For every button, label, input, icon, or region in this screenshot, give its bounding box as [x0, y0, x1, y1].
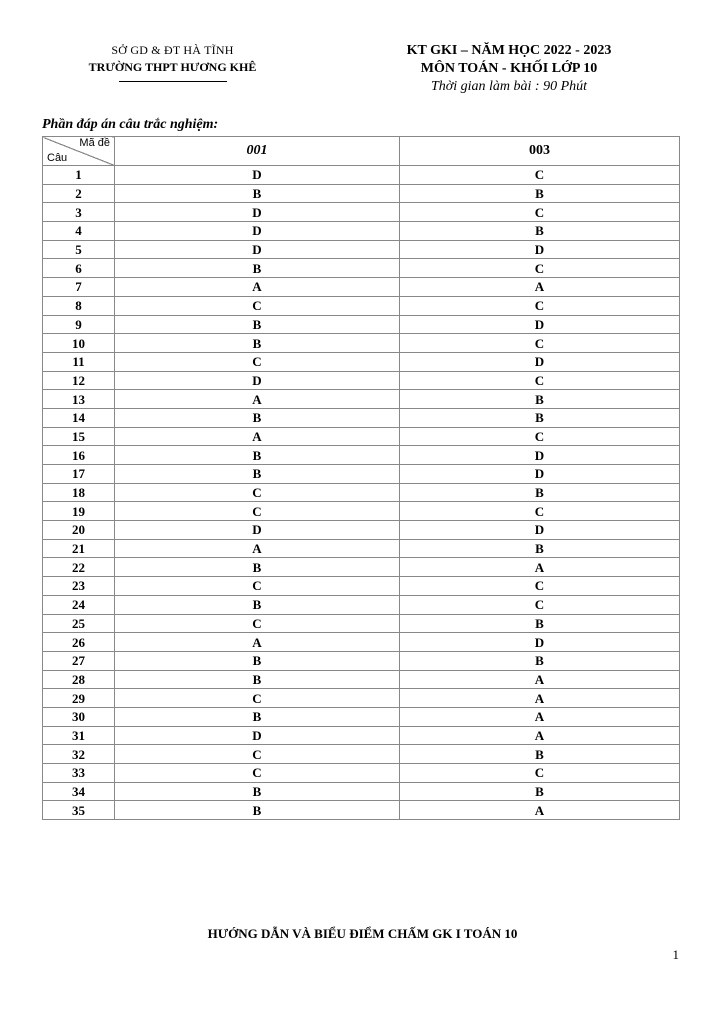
table-row — [43, 689, 680, 708]
table-row — [43, 726, 680, 745]
code-header: 001 — [115, 137, 400, 166]
question-number: 14 — [43, 408, 115, 427]
question-number: 24 — [43, 595, 115, 614]
answer-code-001: C — [115, 577, 400, 596]
answer-code-003: C — [400, 502, 680, 521]
table-row — [43, 315, 680, 334]
answer-code-001: B — [115, 259, 400, 278]
table-row — [43, 166, 680, 185]
answer-code-001: B — [115, 408, 400, 427]
question-number: 3 — [43, 203, 115, 222]
answer-code-001: B — [115, 334, 400, 353]
corner-label-question: Câu — [47, 152, 68, 164]
header-left — [60, 42, 285, 82]
answer-code-001: C — [115, 483, 400, 502]
table-row — [43, 465, 680, 484]
answer-table-body — [43, 166, 680, 820]
answer-code-003: D — [400, 521, 680, 540]
answer-code-003: B — [400, 745, 680, 764]
answer-code-003: D — [400, 352, 680, 371]
question-number: 5 — [43, 240, 115, 259]
answer-code-003: C — [400, 577, 680, 596]
answer-code-001: B — [115, 465, 400, 484]
answer-code-003: C — [400, 427, 680, 446]
answer-code-001: A — [115, 390, 400, 409]
table-row — [43, 222, 680, 241]
answer-code-003: A — [400, 689, 680, 708]
answer-code-003: A — [400, 707, 680, 726]
table-row — [43, 521, 680, 540]
answer-code-001: C — [115, 689, 400, 708]
answer-code-003: A — [400, 278, 680, 297]
question-number: 25 — [43, 614, 115, 633]
corner-label-code: Mã đề — [79, 137, 110, 149]
question-number: 22 — [43, 558, 115, 577]
department-name: SỞ GD & ĐT HÀ TĨNH — [111, 43, 234, 57]
exam-duration: Thời gian làm bài : 90 Phút — [430, 79, 588, 94]
answer-code-003: A — [400, 670, 680, 689]
question-number: 18 — [43, 483, 115, 502]
question-number: 9 — [43, 315, 115, 334]
answer-code-003: B — [400, 651, 680, 670]
table-row — [43, 427, 680, 446]
table-row — [43, 390, 680, 409]
answer-code-003: B — [400, 782, 680, 801]
answer-code-001: A — [115, 633, 400, 652]
table-row — [43, 801, 680, 820]
answer-code-003: C — [400, 334, 680, 353]
answer-code-001: C — [115, 296, 400, 315]
answer-code-003: C — [400, 595, 680, 614]
table-row — [43, 577, 680, 596]
table-row — [43, 782, 680, 801]
question-number: 30 — [43, 707, 115, 726]
table-row — [43, 707, 680, 726]
answer-code-001: D — [115, 371, 400, 390]
table-row — [43, 614, 680, 633]
table-row — [43, 446, 680, 465]
question-number: 13 — [43, 390, 115, 409]
question-number: 33 — [43, 764, 115, 783]
table-row — [43, 633, 680, 652]
answer-code-001: D — [115, 240, 400, 259]
table-row — [43, 278, 680, 297]
answer-code-003: B — [400, 539, 680, 558]
table-row — [43, 670, 680, 689]
question-number: 32 — [43, 745, 115, 764]
answer-code-001: B — [115, 801, 400, 820]
question-number: 11 — [43, 352, 115, 371]
question-number: 28 — [43, 670, 115, 689]
answer-code-001: C — [115, 502, 400, 521]
answer-table — [42, 136, 680, 820]
answer-code-003: C — [400, 203, 680, 222]
answer-code-003: C — [400, 259, 680, 278]
answer-code-003: B — [400, 390, 680, 409]
table-row — [43, 651, 680, 670]
answer-code-001: D — [115, 222, 400, 241]
answer-code-003: D — [400, 315, 680, 334]
answer-code-001: B — [115, 670, 400, 689]
answer-code-003: A — [400, 726, 680, 745]
table-row — [43, 371, 680, 390]
answer-code-001: C — [115, 352, 400, 371]
answer-code-003: B — [400, 222, 680, 241]
question-number: 23 — [43, 577, 115, 596]
answer-code-003: D — [400, 446, 680, 465]
subject-title: MÔN TOÁN - KHỐI LỚP 10 — [420, 61, 598, 76]
answer-code-001: B — [115, 707, 400, 726]
header-right — [365, 42, 653, 96]
question-number: 4 — [43, 222, 115, 241]
exam-title: KT GKI – NĂM HỌC 2022 - 2023 — [406, 43, 612, 58]
school-name: TRƯỜNG THPT HƯƠNG KHÊ — [88, 60, 257, 74]
question-number: 26 — [43, 633, 115, 652]
answer-code-001: D — [115, 726, 400, 745]
question-number: 21 — [43, 539, 115, 558]
answer-code-003: B — [400, 483, 680, 502]
answer-code-001: A — [115, 278, 400, 297]
question-number: 35 — [43, 801, 115, 820]
answer-code-003: A — [400, 558, 680, 577]
answer-code-001: D — [115, 521, 400, 540]
question-number: 19 — [43, 502, 115, 521]
table-row — [43, 259, 680, 278]
question-number: 29 — [43, 689, 115, 708]
question-number: 10 — [43, 334, 115, 353]
question-number: 27 — [43, 651, 115, 670]
answer-code-001: B — [115, 558, 400, 577]
answer-code-001: B — [115, 184, 400, 203]
corner-cell — [43, 137, 115, 166]
question-number: 31 — [43, 726, 115, 745]
table-row — [43, 745, 680, 764]
table-row — [43, 595, 680, 614]
table-row — [43, 539, 680, 558]
table-row — [43, 352, 680, 371]
answer-code-003: C — [400, 371, 680, 390]
question-number: 17 — [43, 465, 115, 484]
answer-code-001: C — [115, 745, 400, 764]
answer-code-003: D — [400, 240, 680, 259]
header-divider — [119, 81, 227, 82]
page-number: 1 — [672, 947, 679, 962]
answer-code-001: A — [115, 539, 400, 558]
answer-code-001: B — [115, 782, 400, 801]
table-header-row — [43, 137, 680, 166]
question-number: 12 — [43, 371, 115, 390]
answer-code-003: C — [400, 764, 680, 783]
answer-code-003: B — [400, 614, 680, 633]
answer-code-001: A — [115, 427, 400, 446]
question-number: 1 — [43, 166, 115, 185]
answer-code-003: B — [400, 184, 680, 203]
answer-code-001: B — [115, 315, 400, 334]
question-number: 15 — [43, 427, 115, 446]
answer-code-003: D — [400, 465, 680, 484]
answer-code-003: C — [400, 296, 680, 315]
answer-code-001: B — [115, 446, 400, 465]
code-header: 003 — [400, 137, 680, 166]
table-row — [43, 296, 680, 315]
question-number: 2 — [43, 184, 115, 203]
answer-code-003: C — [400, 166, 680, 185]
answer-code-003: B — [400, 408, 680, 427]
section-title: Phần đáp án câu trắc nghiệm: — [42, 117, 219, 132]
table-row — [43, 184, 680, 203]
question-number: 8 — [43, 296, 115, 315]
question-number: 7 — [43, 278, 115, 297]
answer-code-001: B — [115, 595, 400, 614]
table-row — [43, 558, 680, 577]
table-row — [43, 764, 680, 783]
question-number: 34 — [43, 782, 115, 801]
answer-code-003: A — [400, 801, 680, 820]
answer-code-003: D — [400, 633, 680, 652]
answer-code-001: B — [115, 651, 400, 670]
table-row — [43, 240, 680, 259]
table-row — [43, 334, 680, 353]
table-row — [43, 483, 680, 502]
table-row — [43, 408, 680, 427]
answer-code-001: D — [115, 203, 400, 222]
table-row — [43, 203, 680, 222]
answer-code-001: D — [115, 166, 400, 185]
question-number: 6 — [43, 259, 115, 278]
answer-code-001: C — [115, 764, 400, 783]
answer-code-001: C — [115, 614, 400, 633]
question-number: 20 — [43, 521, 115, 540]
question-number: 16 — [43, 446, 115, 465]
table-row — [43, 502, 680, 521]
footer-title: HƯỚNG DẪN VÀ BIỂU ĐIỂM CHẤM GK I TOÁN 10 — [207, 926, 518, 941]
